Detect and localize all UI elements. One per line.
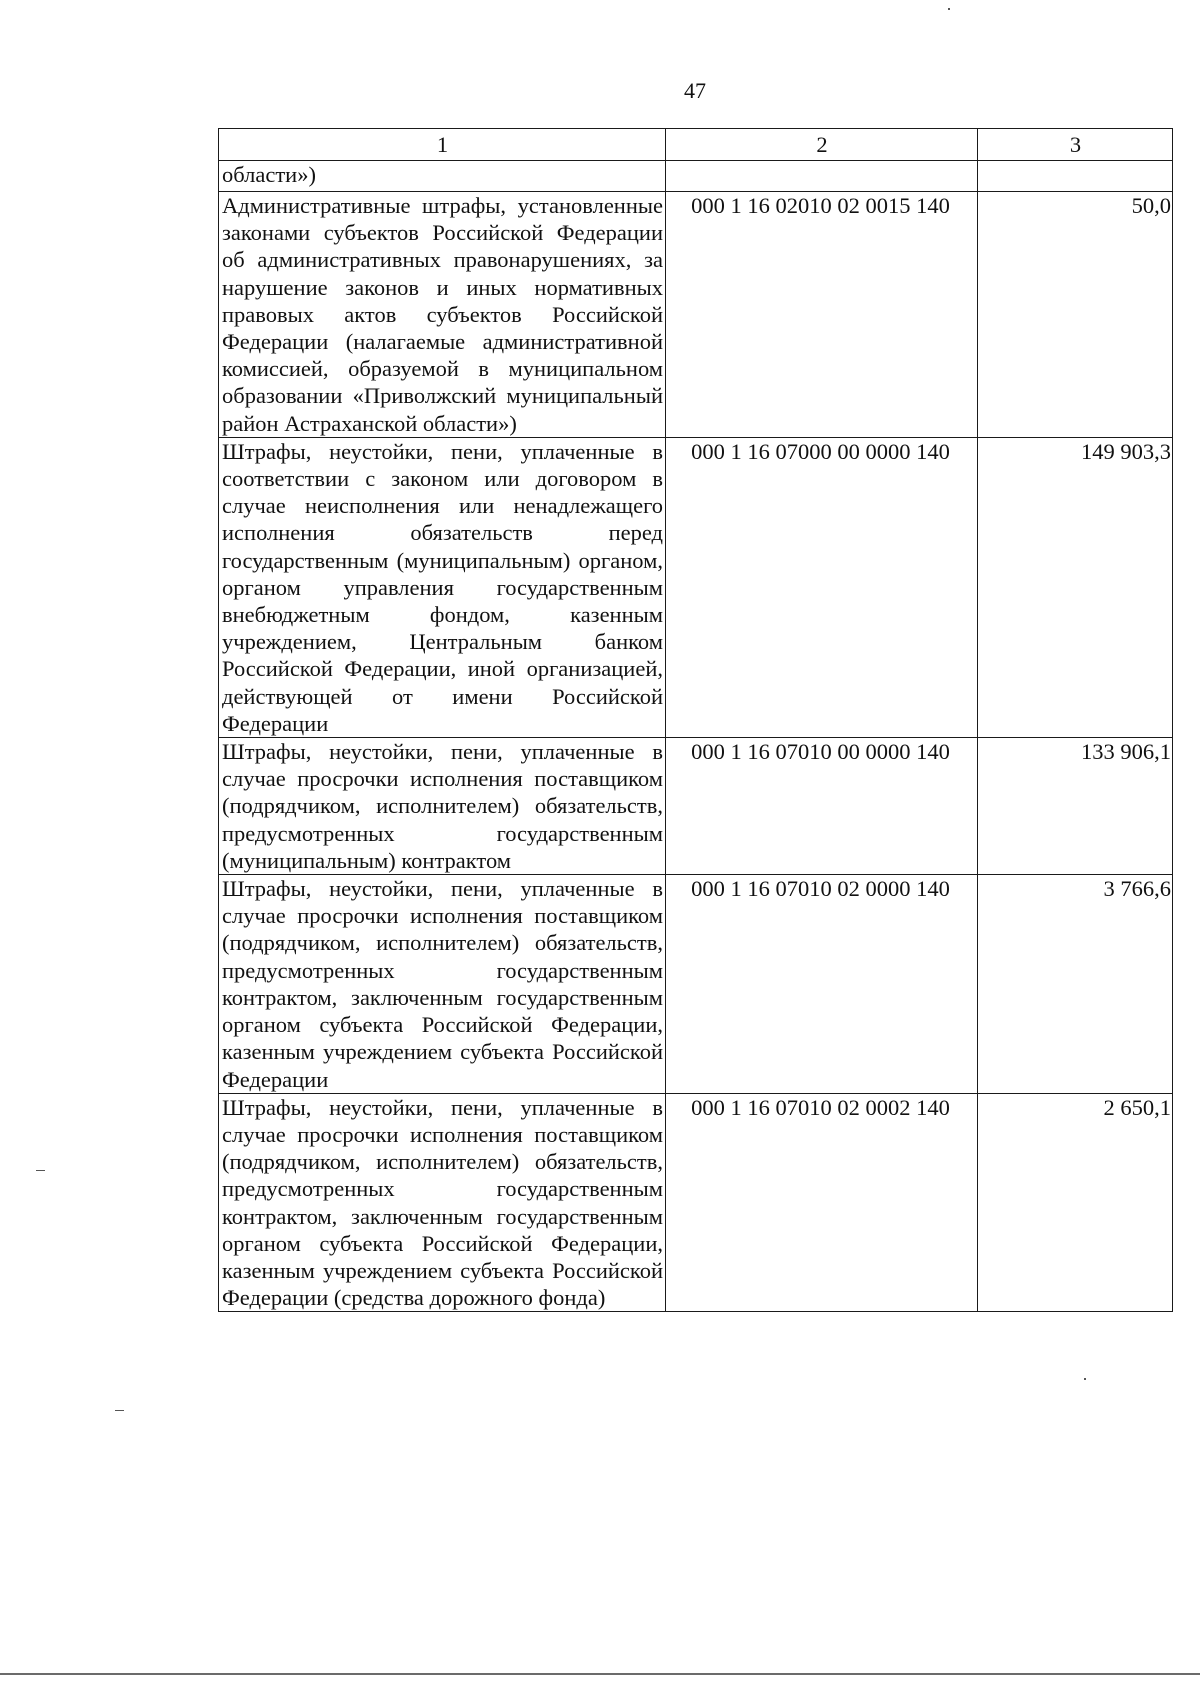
table-header-row (219, 129, 1173, 161)
scan-speck (115, 1410, 124, 1411)
row-description: области») (219, 161, 666, 192)
page-number: 47 (684, 78, 706, 103)
row-description: Штрафы, неустойки, пени, уплаченные в случае просрочки исполнения поставщиком (подрядчиком, исполнителем) обязательств, предусмотренных государственным (муниципальным) контрактом (219, 738, 666, 875)
column-header-1: 1 (219, 129, 666, 161)
scan-edge-line (0, 1673, 1200, 1675)
scan-speck (948, 8, 950, 10)
row-code (666, 161, 978, 192)
row-description: Штрафы, неустойки, пени, уплаченные в соответствии с законом или договором в случае неисполнения или ненадлежащего исполнения обязательств перед государственным (муниципальным) органом, органом управления государственным внебюджетным фондом, казенным учреждением, Центральным банком Российской Федерации, иной организацией, действующей от имени Российской Федерации (219, 437, 666, 737)
row-amount: 50,0 (978, 192, 1173, 438)
row-amount: 2 650,1 (978, 1093, 1173, 1312)
column-header-2: 2 (666, 129, 978, 161)
scan-speck (36, 1170, 45, 1171)
table-row (219, 161, 1173, 192)
table-row (219, 192, 1173, 438)
row-amount: 133 906,1 (978, 738, 1173, 875)
scan-speck (1084, 1378, 1086, 1380)
row-amount (978, 161, 1173, 192)
row-code: 000 1 16 07010 02 0002 140 (666, 1093, 978, 1312)
table-row (219, 875, 1173, 1094)
row-code: 000 1 16 07010 02 0000 140 (666, 875, 978, 1094)
row-amount: 3 766,6 (978, 875, 1173, 1094)
column-header-3: 3 (978, 129, 1173, 161)
table-row (219, 738, 1173, 875)
revenue-table (218, 128, 1173, 1312)
row-description: Штрафы, неустойки, пени, уплаченные в случае просрочки исполнения поставщиком (подрядчиком, исполнителем) обязательств, предусмотренных государственным контрактом, заключенным государственным органом субъекта Российской Федерации, казенным учреждением субъекта Российской Федерации (219, 875, 666, 1094)
row-amount: 149 903,3 (978, 437, 1173, 737)
table-row (219, 1093, 1173, 1312)
row-code: 000 1 16 07000 00 0000 140 (666, 437, 978, 737)
row-code: 000 1 16 07010 00 0000 140 (666, 738, 978, 875)
table-row (219, 437, 1173, 737)
row-description: Штрафы, неустойки, пени, уплаченные в случае просрочки исполнения поставщиком (подрядчиком, исполнителем) обязательств, предусмотренных государственным контрактом, заключенным государственным органом субъекта Российской Федерации, казенным учреждением субъекта Российской Федерации (средства дорожного фонда) (219, 1093, 666, 1312)
row-description: Административные штрафы, установленные законами субъектов Российской Федерации об административных правонарушениях, за нарушение законов и иных нормативных правовых актов субъектов Российской Федерации (налагаемые административной комиссией, образуемой в муниципальном образовании «Приволжский муниципальный район Астраханской области») (219, 192, 666, 438)
row-code: 000 1 16 02010 02 0015 140 (666, 192, 978, 438)
